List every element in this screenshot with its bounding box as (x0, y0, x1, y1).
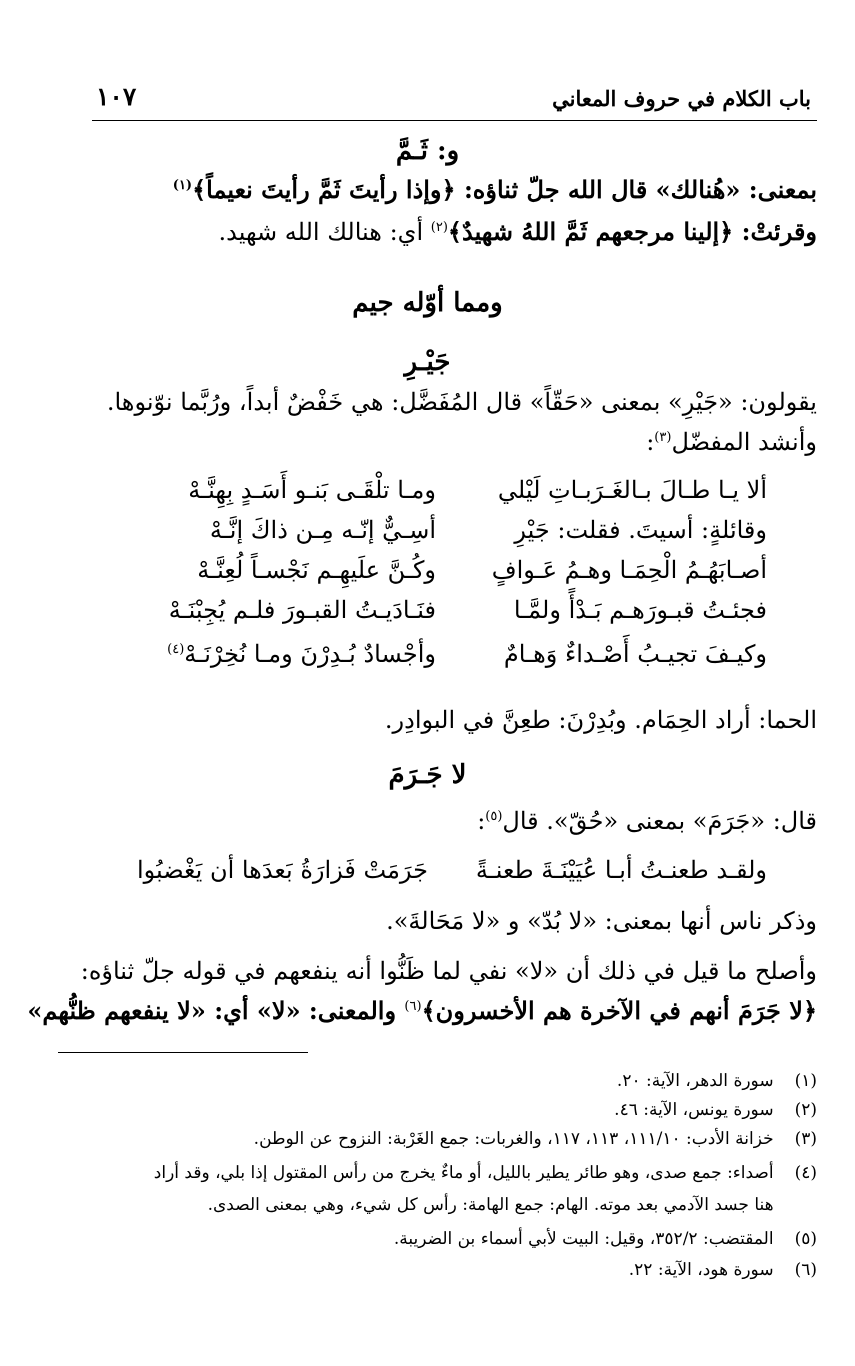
footnote-2-number: (٢) (794, 1100, 817, 1120)
verse-2-second-hemistich: أسِـيٌّ إنّـه مِـن ذاكَ إنَّـهْ (209, 516, 436, 544)
footnote-6-text: سورة هود، الآية: ٢٢. (628, 1260, 774, 1280)
verse-4-second-hemistich: فنَـادَيـتُ القبـورَ فلـم يُجِبْنَـهْ (168, 596, 436, 624)
verse-3 (58, 556, 817, 594)
footnote-1 (58, 1068, 817, 1094)
verse-3-first-hemistich: أصـابَهُـمُ الْحِمَـا وهـمُ عَـوافٍ (491, 556, 767, 584)
paragraph-2-quote: وقرئتْ: ﴿إلينا مرجعهم ثَمَّ اللهُ شهيدٌ﴾ (447, 217, 817, 246)
footnote-6 (58, 1257, 817, 1283)
verse-5 (58, 640, 817, 678)
page-number: ١٠٧ (96, 82, 137, 111)
paragraph-5: الحما: أراد الحِمَام. وبُدِرْنَ: طعِنَّ في البوادِر. (384, 706, 817, 734)
verse-2-first-hemistich: وقائلةٍ: أسيتَ. فقلت: جَيْرِ (514, 516, 767, 544)
footnote-4-text: أصداء: جمع صدى، وهو طائر يطير بالليل، أو ماءٌ يخرج من رأس المقتول إذا بلي، وقد أراد (153, 1163, 774, 1183)
footnote-ref-5: (٥) (485, 809, 503, 824)
section-title-jayr: جَيْـرِ (404, 347, 451, 377)
footnote-2 (58, 1097, 817, 1123)
page-header (92, 82, 817, 121)
footnote-5-number: (٥) (794, 1229, 817, 1249)
paragraph-2-tail: أي: هنالك الله شهيد. (218, 218, 431, 246)
verse-1 (58, 476, 817, 514)
footnote-separator (58, 1052, 308, 1053)
footnote-1-text: سورة الدهر، الآية: ٢٠. (616, 1071, 774, 1091)
footnote-ref-1: (١) (172, 178, 193, 193)
verse-5-first-hemistich: وكيـفَ تجيـبُ أَصْـداءٌ وَهـامٌ (503, 640, 767, 668)
running-title: باب الكلام في حروف المعاني (552, 86, 811, 111)
paragraph-9 (27, 993, 817, 1029)
paragraph-6 (58, 803, 817, 839)
verse-1-first-hemistich: ألا يـا طـالَ بـالغَـرَبـاتِ لَيْلي (497, 476, 767, 504)
footnote-3-text: خزانة الأدب: ١١١/١٠، ١١٣، ١١٧، والغربات: جمع الغَرْبة: النزوح عن الوطن. (253, 1129, 774, 1149)
footnote-1-number: (١) (794, 1071, 817, 1091)
section-title-jaram: لا جَـرَمَ (388, 760, 467, 790)
verse-5-second-text: وأجْسادٌ بُـدِرْنَ ومـا نُخِرْنَـهْ (184, 640, 436, 668)
verse-6 (58, 856, 817, 894)
verse-5-second-hemistich (126, 640, 436, 668)
paragraph-4-text: وأنشد المفضّل (671, 428, 817, 456)
footnote-ref-3: (٣) (654, 430, 672, 445)
footnote-ref-6: (٦) (404, 999, 422, 1014)
footnote-2-text: سورة يونس، الآية: ٤٦. (614, 1100, 774, 1120)
footnote-3-number: (٣) (794, 1129, 817, 1149)
footnote-4 (58, 1160, 817, 1186)
section-title-thamma: و: ثَـمَّ (395, 136, 460, 166)
paragraph-1-text: بمعنى: «هُنالك» قال الله جلّ ثناؤه: ﴿وإذا رأيتَ ثَمَّ رأيتَ نعيماً﴾ (192, 175, 817, 204)
verse-4 (58, 596, 817, 634)
footnote-ref-2: (٢) (430, 220, 448, 235)
paragraph-7: وذكر ناس أنها بمعنى: «لا بُدّ» و «لا مَحَالةَ». (386, 907, 817, 935)
footnote-4-continued (58, 1192, 817, 1218)
verse-4-first-hemistich: فجئـتُ قبـورَهـم بَـدْأً ولمَّـا (513, 596, 767, 624)
verse-3-second-hemistich: وكُـنَّ علَيهِـم نَجْسـاً لُعِنَّـهْ (197, 556, 436, 584)
footnote-6-number: (٦) (794, 1260, 817, 1280)
paragraph-3: يقولون: «جَيْرِ» بمعنى «حَقّاً» قال المُفَضَّل: هي خَفْضٌ أبداً، ورُبَّما نوّنوها. (106, 388, 817, 416)
paragraph-4: وأنشد المفضّل$^{(٣)}$: (646, 428, 817, 456)
footnote-3 (58, 1126, 817, 1152)
footnote-5-text: المقتضب: ٣٥٢/٢، وقيل: البيت لأبي أسماء بن الضريبة. (393, 1229, 774, 1249)
paragraph-6-tail: : (477, 807, 486, 835)
verse-6-first-hemistich: ولقـد طعنـتُ أبـا عُيَيْنَـةَ طعنـةً (475, 856, 767, 884)
paragraph-6-text: قال: «جَرَمَ» بمعنى «حُقّ». قال (502, 807, 817, 835)
paragraph-8: وأصلح ما قيل في ذلك أن «لا» نفي لما ظَنُّوا أنه ينفعهم في قوله جلّ ثناؤه: (80, 957, 817, 985)
verse-1-second-hemistich: ومـا تلْقَـى بَنـو أَسَـدٍ بِهِنَّـهْ (188, 476, 436, 504)
verse-6-second-hemistich: جَرَمَتْ فَزارَةُ بَعدَها أن يَغْضبُوا (136, 856, 428, 884)
chapter-title: ومما أوّله جيم (352, 288, 503, 318)
paragraph-2 (58, 214, 817, 250)
footnote-4-number: (٤) (794, 1163, 817, 1183)
paragraph-1 (58, 172, 817, 208)
verse-2 (58, 516, 817, 554)
paragraph-9-tail: والمعنى: «لا» أي: «لا ينفعهم ظنُّهم» (27, 996, 405, 1025)
paragraph-9-quote: ﴿لا جَرَمَ أنهم في الآخرة هم الأخسرون﴾ (421, 996, 817, 1025)
footnote-5 (58, 1226, 817, 1252)
footnote-4-continued-text: هنا جسد الآدمي بعد موته. الهام: جمع الهامة: رأس كل شيء، وهي بمعنى الصدى. (207, 1195, 774, 1215)
footnote-ref-4: (٤) (167, 642, 185, 657)
